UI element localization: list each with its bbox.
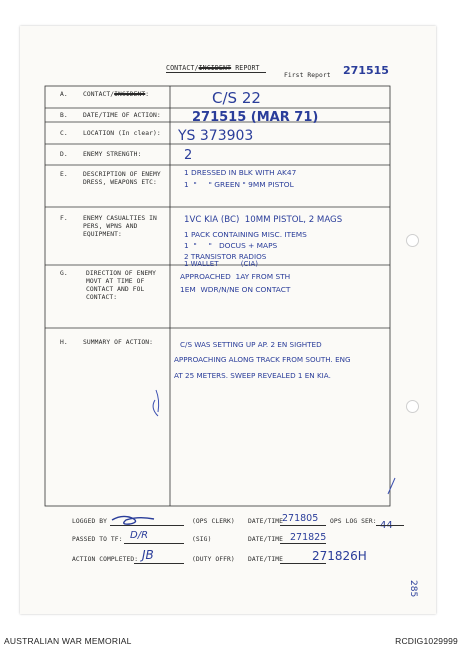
pen-mark-3: [388, 478, 395, 494]
location-value: YS 373903: [178, 128, 254, 144]
contact-value: C/S 22: [212, 89, 261, 107]
passed-to-tf-label: PASSED TO TF:: [72, 536, 123, 543]
row-g-letter: G.: [60, 270, 68, 277]
summary-line-3: AT 25 METERS. SWEEP REVEALED 1 EN KIA.: [174, 371, 331, 380]
logged-by-label: LOGGED BY: [72, 518, 108, 525]
sig-role: (SIG): [192, 536, 212, 543]
row-c-label: LOCATION (In clear):: [83, 130, 161, 137]
datetime-value: 271515 (MAR 71): [192, 110, 319, 125]
strength-value: 2: [184, 148, 193, 163]
summary-line-2: APPROACHING ALONG TRACK FROM SOUTH. ENG: [174, 355, 351, 364]
casualties-line-1: 1VC KIA (BC) 10MM PISTOL, 2 MAGS: [184, 215, 343, 225]
casualties-line-5: 1 WALLET (CIA): [184, 260, 258, 268]
completed-dt-line: [280, 563, 326, 564]
ops-clerk-role: (OPS CLERK): [192, 518, 235, 525]
direction-line-1: APPROACHED 1AY FROM STH: [180, 272, 291, 281]
row-d-label: ENEMY STRENGTH:: [83, 151, 142, 158]
casualties-line-2: 1 PACK CONTAINING MISC. ITEMS: [184, 230, 307, 239]
first-report-value: 271515: [343, 64, 389, 77]
enemy-desc-line-1: 1 DRESSED IN BLK WITH AK47: [184, 168, 297, 177]
summary-line-1: C/S WAS SETTING UP AP. 2 EN SIGHTED: [180, 340, 322, 349]
row-g-label: DIRECTION OF ENEMY MOVT AT TIME OF CONTACT AND FOL CONTACT:: [86, 270, 157, 301]
archive-footer-right: RCDIG1029999: [395, 636, 458, 646]
passed-to-tf-signature: D/R: [130, 530, 149, 541]
row-b-label: DATE/TIME OF ACTION:: [83, 112, 161, 119]
logged-datetime-value: 271805: [282, 513, 319, 524]
row-a-label: CONTACT/INCIDENT:: [83, 91, 150, 98]
completed-datetime-label: DATE/TIME: [248, 556, 284, 563]
row-b-letter: B.: [60, 112, 68, 119]
row-a-letter: A.: [60, 91, 68, 98]
pen-mark-2: [153, 400, 158, 416]
completed-datetime-value: 271826H: [312, 549, 367, 563]
row-e-letter: E.: [60, 171, 68, 178]
duty-offr-role: (DUTY OFFR): [192, 556, 235, 563]
passed-dt-line: [280, 543, 326, 544]
row-h-letter: H.: [60, 339, 68, 346]
pen-mark-1: [156, 390, 159, 412]
direction-line-2: 1EM WDR/N/NE ON CONTACT: [180, 285, 291, 294]
archive-footer-left: AUSTRALIAN WAR MEMORIAL: [4, 636, 132, 646]
row-e-label: DESCRIPTION OF ENEMY DRESS, WEAPONS ETC:: [83, 171, 161, 186]
action-completed-label: ACTION COMPLETED:: [72, 556, 139, 563]
enemy-desc-line-2: 1 " " GREEN " 9MM PISTOL: [184, 180, 294, 189]
passed-datetime-value: 271825: [290, 532, 327, 543]
logged-datetime-label: DATE/TIME: [248, 518, 284, 525]
action-completed-line: [134, 563, 184, 564]
logged-dt-line: [280, 525, 326, 526]
action-completed-signature: JB: [142, 548, 154, 562]
passed-to-tf-line: [124, 543, 184, 544]
margin-page-number: 285: [408, 580, 418, 598]
report-title: CONTACT/INCIDENT REPORT: [166, 64, 260, 72]
ops-log-ser-label: OPS LOG SER:: [330, 518, 377, 525]
row-f-letter: F.: [60, 215, 68, 222]
first-report-label: First Report: [284, 72, 331, 79]
casualties-line-4: 2 TRANSISTOR RADIOS: [184, 252, 267, 261]
logged-by-line: [110, 525, 184, 526]
row-f-label: ENEMY CASUALTIES IN PERS, WPNS AND EQUIPMENT:: [83, 215, 157, 238]
row-h-label: SUMMARY OF ACTION:: [83, 339, 154, 346]
casualties-line-3: 1 " " DOCUS + MAPS: [184, 241, 278, 250]
row-c-letter: C.: [60, 130, 68, 137]
ops-log-line: [376, 525, 404, 526]
passed-datetime-label: DATE/TIME: [248, 536, 284, 543]
row-d-letter: D.: [60, 151, 68, 158]
